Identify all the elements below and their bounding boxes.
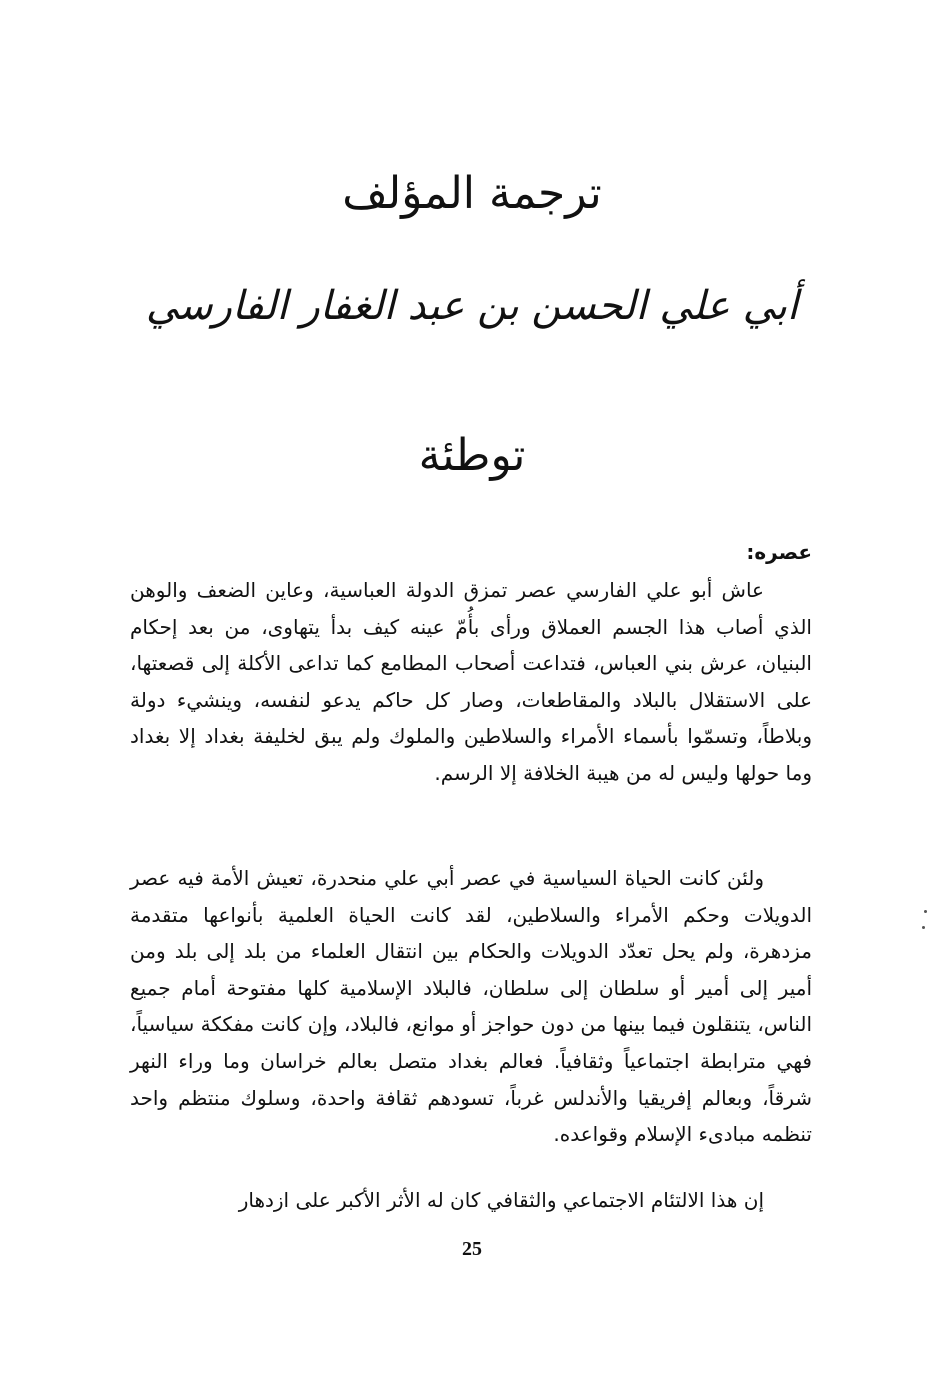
- paragraph-1: عاش أبو علي الفارسي عصر تمزق الدولة العباسية، وعاين الضعف والوهن الذي أصاب هذا الجسم العملاق ورأى بأُمّ عينه كيف بدأ يتهاوى، من بعد إحكام البنيان، عرش بني العباس، فتداعت أصحاب المطامع كما تداعى الأكلة إلى قصعتها، على الاستقلال بالبلاد والمقاطعات، وصار كل حاكم يدعو لنفسه، وينشيء دولة وبلاطاً، وتسمّوا بأسماء الأمراء والسلاطين والملوك ولم يبق لخليفة بغداد إلا بغداد وما حولها وليس له من هيبة الخلافة إلا الرسم.: [130, 578, 812, 785]
- section-title: توطئة: [418, 430, 526, 481]
- subsection-heading: عصره:: [746, 540, 812, 564]
- author-name-title: أبي علي الحسن بن عبد الغفار الفارسي: [145, 283, 799, 329]
- scan-speck: [922, 926, 925, 929]
- paragraph-3: إن هذا الالتئام الاجتماعي والثقافي كان له الأثر الأكبر على ازدهار: [238, 1188, 764, 1212]
- chapter-title: ترجمة المؤلف: [342, 168, 602, 219]
- scan-speck: [924, 910, 927, 913]
- page-number: 25: [462, 1238, 482, 1260]
- paragraph-2: ولئن كانت الحياة السياسية في عصر أبي علي منحدرة، تعيش الأمة فيه عصر الدويلات وحكم الأمراء والسلاطين، لقد كانت الحياة العلمية بأنواعها متقدمة مزدهرة، ولم يحل تعدّد الدويلات والحكام بين انتقال العلماء من بلد إلى بلد ومن أمير إلى أمير أو سلطان إلى سلطان، فالبلاد الإسلامية كلها مفتوحة أمام جميع الناس، يتنقلون فيما بينها من دون حواجز أو موانع، فالبلاد، وإن كانت مفككة سياسياً، فهي مترابطة اجتماعياً وثقافياً. فعالم بغداد متصل بعالم خراسان وما وراء النهر شرقاً، وبعالم إفريقيا والأندلس غرباً، تسودهم ثقافة واحدة، وسلوك منتظم واحد تنظمه مبادىء الإسلام وقواعده.: [130, 866, 812, 1147]
